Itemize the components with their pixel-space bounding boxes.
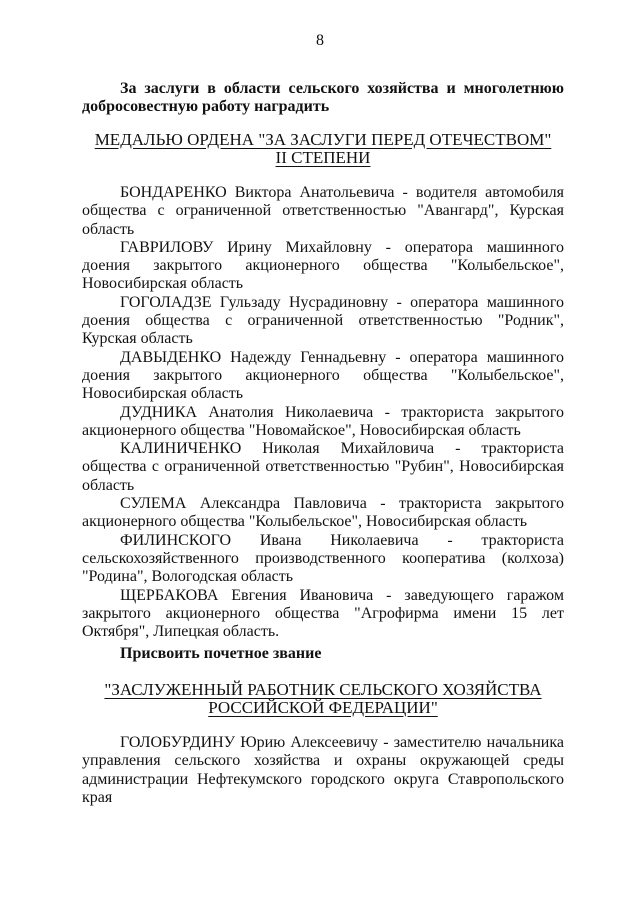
- list-item: [82, 734, 564, 807]
- awardee-text: ДАВЫДЕНКО Надежду Геннадьевну - оператора машинного доения закрытого акционерного общества "Колыбельское", Новосибирская область: [82, 348, 564, 403]
- list-item: [82, 440, 564, 495]
- list-item: [82, 495, 564, 532]
- list-item: [82, 404, 564, 441]
- awardee-text: БОНДАРЕНКО Виктора Анатольевича - водителя автомобиля общества с ограниченной ответственностью "Авангард", Курская область: [82, 184, 564, 238]
- list-item: [82, 184, 564, 239]
- list-item: [82, 239, 564, 294]
- awardees-list: [82, 184, 564, 641]
- honorary-title-intro: Присвоить почетное звание: [120, 645, 322, 662]
- awardee-text: ДУДНИКА Анатолия Николаевича - тракториста закрытого акционерного общества "Новомайское", Новосибирская область: [82, 403, 564, 439]
- honoree-text: ГОЛОБУРДИНУ Юрию Алексеевичу - заместителю начальника управления сельского хозяйства и охраны окружающей среды администрации Нефтекумского городского округа Ставропольского края: [82, 734, 564, 806]
- award-title: [82, 131, 564, 167]
- list-item: [82, 532, 564, 587]
- awardee-text: СУЛЕМА Александра Павловича - тракториста закрытого акционерного общества "Колыбельское", Новосибирская область: [82, 495, 564, 531]
- honorary-title-line1: "ЗАСЛУЖЕННЫЙ РАБОТНИК СЕЛЬСКОГО ХОЗЯЙСТВА: [104, 680, 542, 699]
- list-item: [82, 587, 564, 642]
- awardee-text: ЩЕРБАКОВА Евгения Ивановича - заведующего гаражом закрытого акционерного общества "Агрофирма имени 15 лет Октября", Липецкая область.: [82, 586, 564, 641]
- award-title-line2: II СТЕПЕНИ: [275, 148, 371, 167]
- list-item: [82, 349, 564, 404]
- awardee-text: КАЛИНИЧЕНКО Николая Михайловича - тракториста общества с ограниченной ответственностью "Рубин", Новосибирская область: [82, 440, 564, 494]
- list-item: [82, 294, 564, 349]
- honorary-title: [82, 681, 564, 717]
- awardee-text: ГОГОЛАДЗЕ Гульзаду Нусрадиновну - оператора машинного доения общества с ограниченной ответственностью "Родник", Курская область: [82, 293, 564, 348]
- awardee-text: ГАВРИЛОВУ Ирину Михайловну - оператора машинного доения закрытого акционерного общества "Колыбельское", Новосибирская область: [82, 238, 564, 293]
- award-intro: За заслуги в области сельского хозяйства и многолетнюю добросовестную работу наградить: [82, 80, 564, 116]
- page-number: 8: [316, 32, 324, 49]
- awardee-text: ФИЛИНСКОГО Ивана Николаевича - тракториста сельскохозяйственного производственного кооператива (колхоза) "Родина", Вологодская область: [82, 531, 564, 586]
- honorary-title-line2: РОССИЙСКОЙ ФЕДЕРАЦИИ": [208, 698, 438, 717]
- honorees-list: [82, 734, 564, 807]
- award-title-line1: МЕДАЛЬЮ ОРДЕНА "ЗА ЗАСЛУГИ ПЕРЕД ОТЕЧЕСТВОМ": [94, 130, 552, 149]
